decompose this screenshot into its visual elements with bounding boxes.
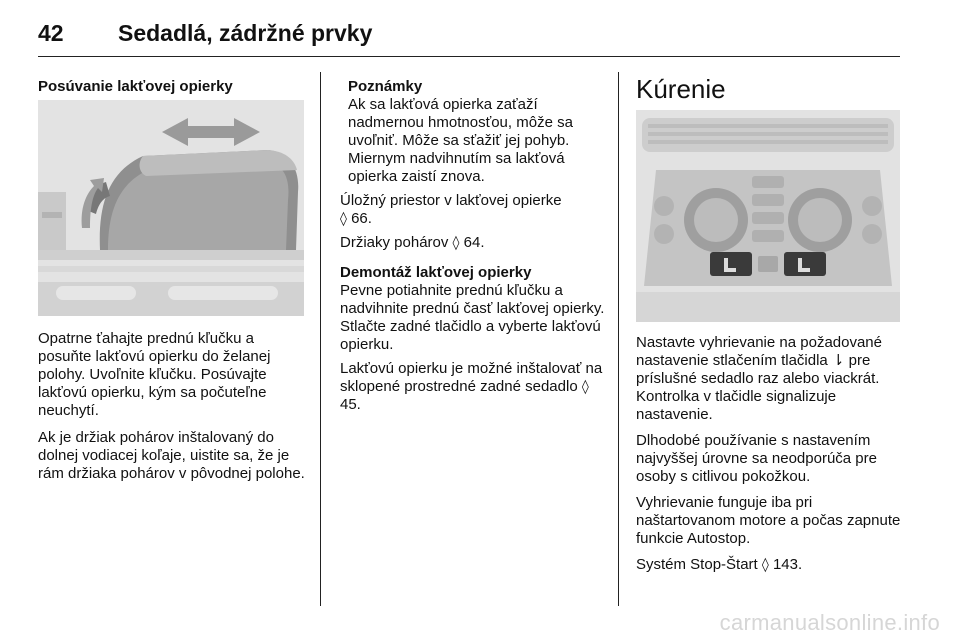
column-divider-1 [320, 72, 321, 606]
armrest-illustration [38, 100, 304, 316]
paragraph: Ak je držiak pohárov inštalovaný do dolnej vodiacej koľaje, uistite sa, že je rám držiaka pohárov v pôvodnej polohe. [38, 429, 305, 482]
cross-reference-storage: Úložný priestor v lakťovej opierke ◊ 66. [340, 192, 562, 227]
cross-reference-stop-start: Systém Stop-Štart ◊ 143. [636, 556, 803, 573]
paragraph: Nastavte vyhrievanie na požadované nastavenie stlačením tlačidla ⇂ pre príslušné sedadlo raz alebo viackrát. Kontrolka v tlačidle signalizuje nastavenie. [636, 334, 882, 423]
page-reference-icon: ◊ [581, 379, 589, 395]
page-number: 42 [38, 20, 64, 46]
watermark: carmanualsonline.info [719, 610, 940, 635]
armrest-slide-text [38, 330, 306, 483]
page-link[interactable]: 66. [346, 210, 372, 227]
header-divider [38, 56, 900, 57]
page-link[interactable]: 64. [459, 234, 485, 251]
page-reference-icon: ◊ [340, 211, 347, 227]
section-heading-armrest-slide: Posúvanie lakťovej opierky [38, 78, 233, 95]
section-heading-armrest-removal: Demontáž lakťovej opierky [340, 264, 532, 281]
note-title: Poznámky [348, 78, 423, 95]
note-text: Ak sa lakťová opierka zaťaží nadmernou hmotnosťou, môže sa uvoľniť. Môže sa sťažiť jej pohyb. Miernym nadvihnutím sa lakťová opierka zaistí znova. [348, 96, 573, 185]
heating-text [636, 334, 904, 574]
page-link[interactable]: 143. [768, 556, 803, 573]
chapter-title: Sedadlá, zádržné prvky [118, 20, 373, 46]
column-divider-2 [618, 72, 619, 606]
cross-reference-cupholders: Držiaky pohárov ◊ 64. [340, 234, 485, 251]
page-header [38, 14, 900, 58]
section-heading-heating: Kúrenie [636, 74, 726, 104]
paragraph: Vyhrievanie funguje iba pri naštartovanom motore a počas zapnute funkcie Autostop. [636, 494, 901, 547]
paragraph: Dlhodobé používanie s nastavením najvyššej úrovne sa neodporúča pre osoby s citlivou pokožkou. [636, 432, 877, 485]
paragraph: Lakťovú opierku je možné inštalovať na sklopené prostredné zadné sedadlo ◊ 45. [340, 360, 603, 413]
paragraph: Opatrne ťahajte prednú kľučku a posuňte lakťovú opierku do želanej polohy. Uvoľnite kľučku. Posúvajte lakťovú opierku, kým sa počuteľne neuchytí. [38, 330, 271, 419]
paragraph: Pevne potiahnite prednú kľučku a nadvihnite prednú časť lakťovej opierky. Stlačte zadné tlačidlo a vyberte lakťovú opierku. [340, 282, 605, 353]
seat-heat-icon: ⇂ [831, 352, 845, 369]
page-reference-icon: ◊ [452, 235, 460, 251]
page-reference-icon: ◊ [761, 557, 769, 573]
column-2-body [340, 192, 606, 420]
climate-control-panel-illustration [636, 110, 900, 322]
page-link[interactable]: 45. [340, 396, 361, 413]
note-box [348, 78, 606, 186]
